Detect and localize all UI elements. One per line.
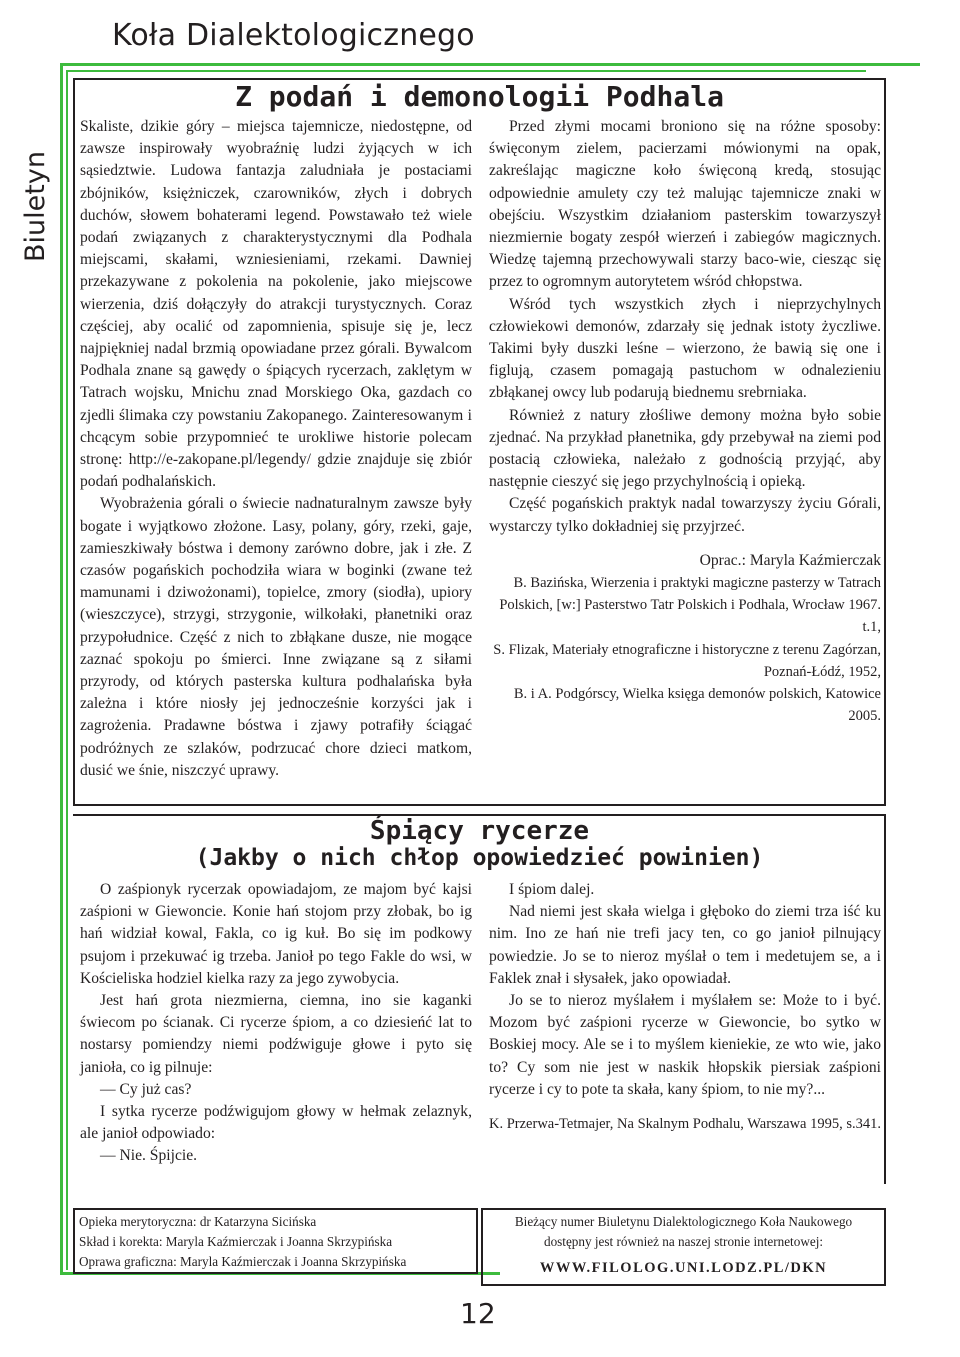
credit-line: Opieka merytoryczna: dr Katarzyna Sicińska — [79, 1214, 317, 1229]
green-rule-left-inner — [66, 70, 68, 1270]
article2-right-column — [489, 879, 881, 1135]
green-rule-top-inner — [66, 70, 866, 72]
paragraph: Również z natury złośliwe demony można było sobie zjednać. Na przykład płanetnika, gdy przebywał na ziemi pod postacią człowieka, należało z godnością przyjąć, aby następnie cieszyć się jego przychylnością i opieką. — [489, 406, 881, 491]
paragraph: I sytka rycerze podźwigujom głowy w hełmak zelaznyk, ale janioł odpowiado: — [80, 1103, 472, 1143]
paragraph: Część pogańskich praktyk nadal towarzyszy życiu Górali, wystarczy tylko dokładniej się przyjrzeć. — [489, 495, 881, 535]
article2-source: K. Przerwa-Tetmajer, Na Skalnym Podhalu, Warszawa 1995, s.341. — [489, 1116, 881, 1133]
paragraph: Nad niemi jest skała wielga i głęboko do ziemi trza iść ku nim. Ino ze hań nie trefi jacy ten, co go janioł pilnujący powiedzie. Jo se to nieroz myślał o tem i medetujem se, a i Faklek znał i słysałek, jako opowiadał. — [489, 903, 881, 987]
paragraph: I śpiom dalej. — [509, 881, 595, 898]
article-subtitle-sleeping-knights: (Jakby o nich chłop opowiedzieć powinien) — [195, 845, 764, 871]
footer-website-info — [483, 1212, 884, 1278]
green-rule-top — [60, 63, 920, 66]
paragraph: Przed złymi mocami broniono się na różne sposoby: święconym zielem, pacierzami mówionymi na opak, zakreślając magiczne koło święconą kredą, stosując odpowiednie amulety czy też malując tajemnicze znaki w obejściu. Wszystkim działaniom pasterskim towarzyszył niezmiernie bogaty zespół wierzeń i zabiegów magicznych. Wiedzę tajemną przechowywali starzy baco-wie, ciesząc się przez to ogromnym autorytetem wśród chłopstwa. — [489, 118, 881, 291]
masthead-title: Koła Dialektologicznego — [112, 18, 475, 53]
article-title-demonology: Z podań i demonologii Podhala — [235, 80, 724, 113]
green-rule-left — [60, 63, 63, 1273]
credit-line: Skład i korekta: Maryla Kaźmierczak i Joanna Skrzypińska — [79, 1234, 393, 1249]
article1-author: Oprac.: Maryla Kaźmierczak — [699, 551, 881, 569]
paragraph: Wyobrażenia górali o świecie nadnaturalnym zawsze były bogate i wyjątkowo złożone. Lasy, polany, góry, rzeki, gaje, zamieszkiwały bóstwa i demony zarówno dobre, jak i złe. Z czasów pogańskich pochodziła wiara w boginki (zwane też mamunami i dziwożonami), topielce, zmory (siodła), upiory (wieszczyce), strzygi, strzygonie, wilkołaki, płanetniki oraz przypołudnice. Część z nich to zbłąkane dusze, nie mogące zaznać spokoju po śmierci. Inne związane są z siłami przyrody, od których pasterska kultura podhalańska była zależna i które niosły jej jednocześnie korzyści jak i zagrożenia. Pradawne bóstwa i zjawy potrafiły ściągać podróżnych ze szlaków, podrzucać chore dzieci matkom, dusić we śnie, niszczyć uprawy. — [80, 495, 472, 779]
website-link[interactable]: WWW.FILOLOG.UNI.LODZ.PL/DKN — [539, 1260, 828, 1276]
website-note: Bieżący numer Biuletynu Dialektologicznego Koła Naukowego — [514, 1214, 853, 1229]
paragraph: Skaliste, dzikie góry – miejsca tajemnicze, niedostępne, od zawsze inspirowały wyobraźnię ludzi żyjących w ich sąsiedztwie. Ludowa fantazja zaludniała je postaciami zbójników, księżniczek, czarowników, złych i dobrych duchów, słowem bohaterami legend. Powstawało też wiele podań związanych z charakterystycznymi dla Podhala miejscami, skałami, wzniesieniami, rzekami. Dawniej przekazywane z pokolenia na pokolenie, jako miejscowe wierzenia, dziś dołączyły do atrakcji turystycznych. Coraz częściej, aby ocalić od zapomnienia, spisuje się je, lecz najpiękniej nadal brzmią opowiadane przez górali. Bywalcom Podhala znane są gawędy o śpiących rycerzach, zaklętym w Tatrach wojsku, Mnichu znad Morskiego Oka, gazdach co zjedli ślimaka czy powstaniu Zakopanego. Zainteresowanym i chcącym sobie przypomnieć te urokliwe historie polecam stronę: http://e-zakopane.pl/legendy/ gdzie znajduje się zbiór podań podhalańskich. — [80, 118, 472, 491]
paragraph: Jo se to nieroz myślałem i myślałem se: Może to i być. Mozom być zaśpioni rycerze w Giewoncie, bo sytko w Boskiej mocy. Ale se i to myślem kieniekie, ze wto wie, jako to? Cy som nie jest w naskik hłopskik piersiak zaśpioni rycerze i cy to pote ta skała, kany śpiom, to nie my?... — [489, 992, 881, 1098]
paragraph: Jest hań grota niezmierna, ciemna, ino sie kaganki świecom po ścianak. Ci rycerze śpiom, a co dziesieńć lat to nostarsy pomiendzy niemi podźwiguje głowe i pyto się janioła, co ig pilnuje: — [80, 992, 472, 1076]
footer-credits — [79, 1212, 477, 1272]
article1-right-column — [489, 116, 881, 727]
paragraph: O zaśpionyk rycerzak opowiadajom, ze majom być kajsi zaśpioni w Giewoncie. Konie hań stojom przy złobak, bo ig hań widział kowal, Fakla, co ig kuł. Bo się im podkowy psujom i przekuwać ig trzeba. Janioł po tego Fakle do wsi, w Kościeliska hodziel kielka razy za jego zywobycia. — [80, 881, 472, 987]
sidebar-label: Biuletyn — [20, 151, 51, 262]
paragraph: — Nie. Śpijcie. — [100, 1147, 198, 1165]
reference: B. i A. Podgórscy, Wielka księga demonów polskich, Katowice 2005. — [513, 686, 881, 725]
article-title-sleeping-knights: Śpiący rycerze — [369, 816, 590, 846]
website-note: dostępny jest również na naszej stronie internetowej: — [543, 1234, 824, 1249]
credit-line: Oprawa graficzna: Maryla Kaźmierczak i Joanna Skrzypińska — [79, 1254, 407, 1269]
reference: B. Bazińska, Wierzenia i praktyki magiczne pasterzy w Tatrach Polskich, [w:] Pasterstwo Tatr Polskich i Podhala, Wrocław 1967. t.1, — [499, 575, 881, 636]
reference: S. Flizak, Materiały etnograficzne i historyczne z terenu Zagórzan, Poznań-Łódź, 1952, — [493, 641, 881, 680]
article2-left-column — [80, 879, 472, 1168]
article1-left-column — [80, 116, 472, 782]
paragraph: Wśród tych wszystkich złych i nieprzychylnych człowiekowi demonów, zdarzały się jednak istoty życzliwe. Takimi były duszki leśne – wierzono, że bawią się one i figlują, czasem pomagają pastuchom w odnalezieniu zbłąkanej owcy lub podarują biednemu srebrniaka. — [489, 295, 881, 402]
page-number: 12 — [460, 1297, 496, 1330]
article2-right-rule — [884, 814, 886, 1184]
paragraph: — Cy już cas? — [100, 1080, 192, 1098]
